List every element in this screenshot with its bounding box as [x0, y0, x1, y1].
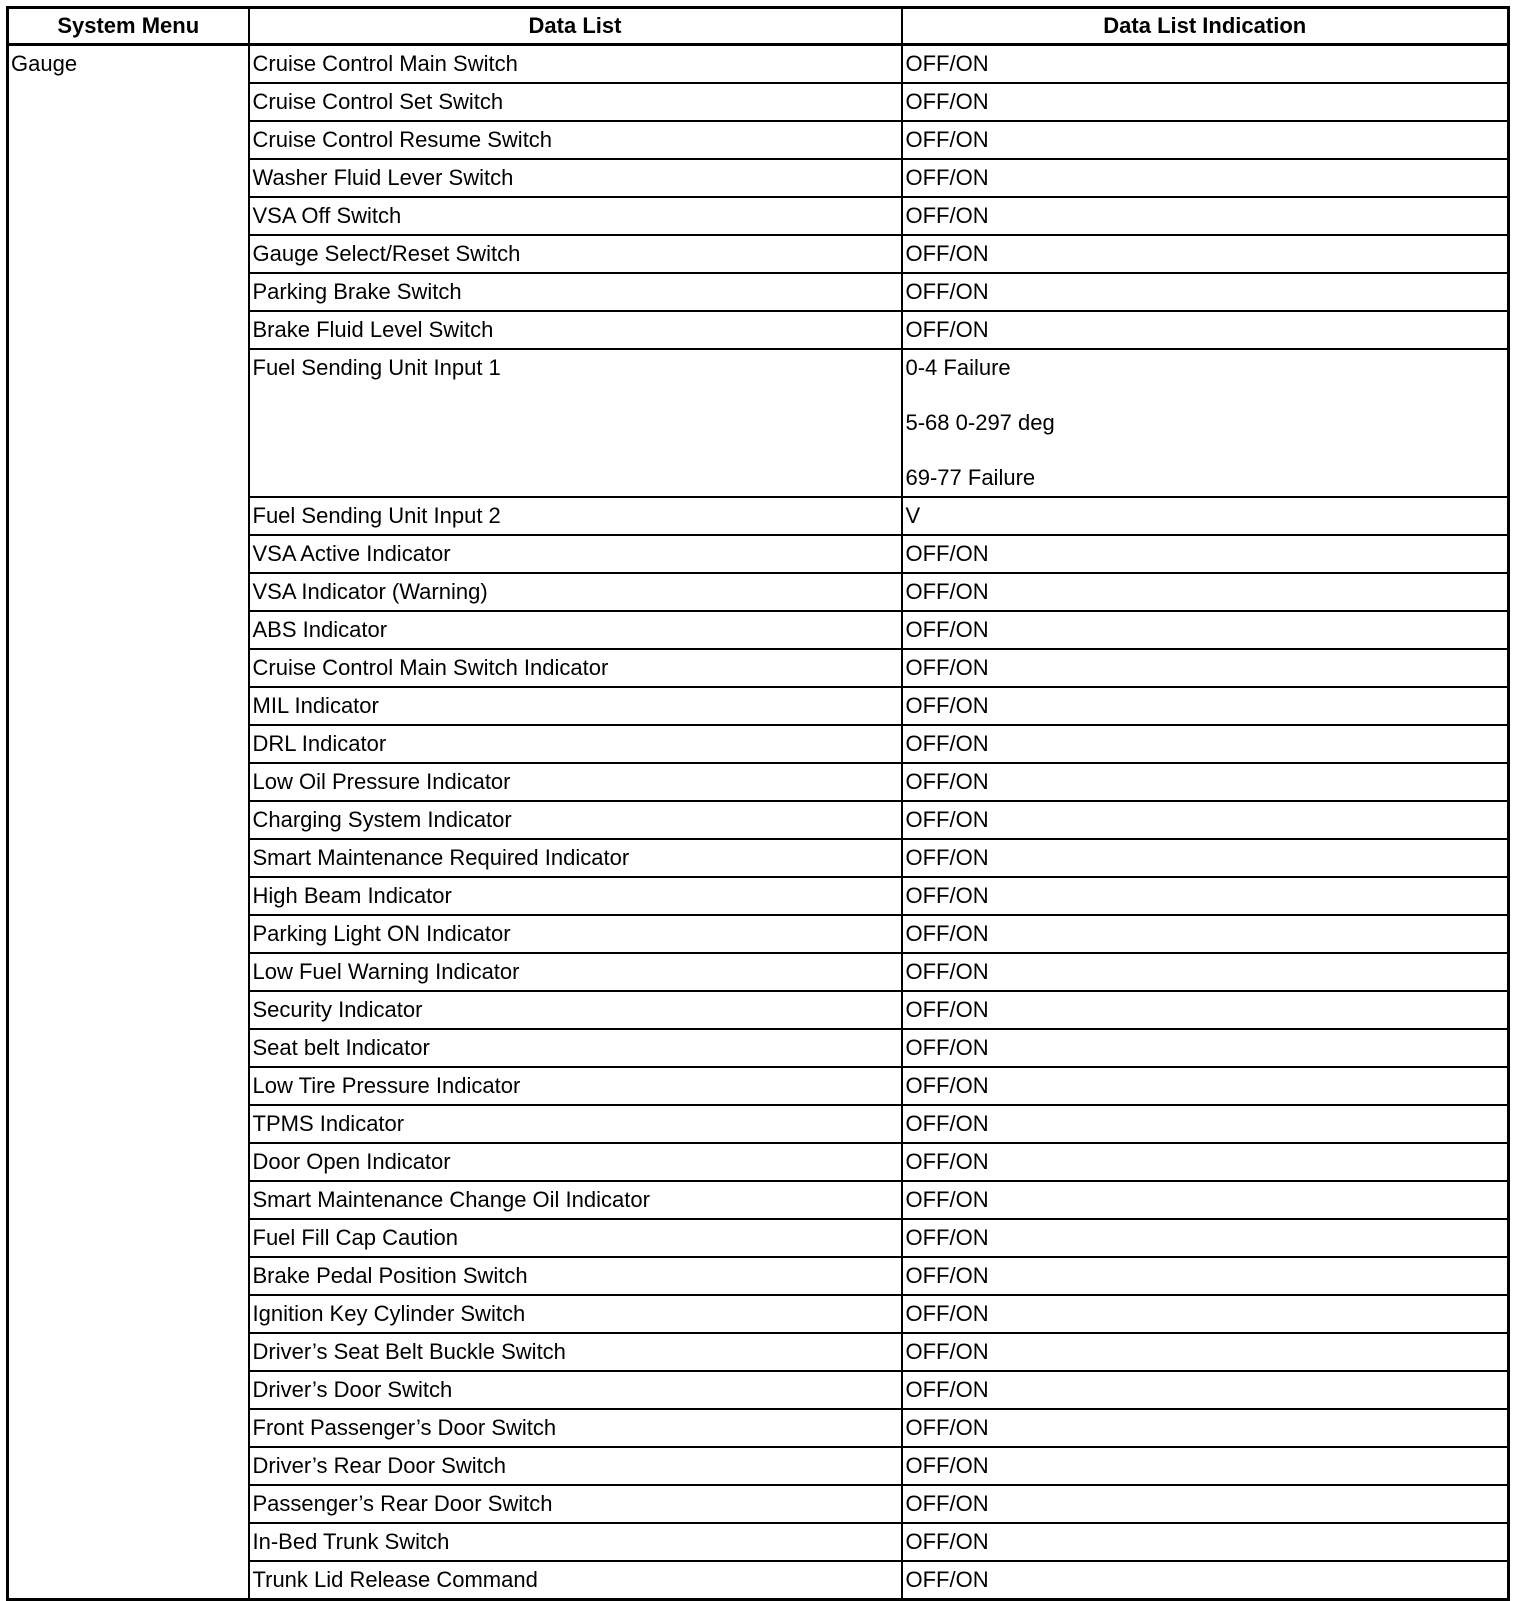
data-list-indication: V [902, 497, 1509, 535]
data-list-indication: OFF/ON [902, 1257, 1509, 1295]
data-list-item: Fuel Sending Unit Input 1 [249, 349, 902, 497]
data-list-item: Seat belt Indicator [249, 1029, 902, 1067]
data-list-item: VSA Off Switch [249, 197, 902, 235]
data-list-item: Washer Fluid Lever Switch [249, 159, 902, 197]
data-list-indication: OFF/ON [902, 763, 1509, 801]
data-list-indication: OFF/ON [902, 1143, 1509, 1181]
data-list-item: In-Bed Trunk Switch [249, 1523, 902, 1561]
data-list-item: Driver’s Door Switch [249, 1371, 902, 1409]
gauge-data-list-table [6, 6, 1510, 1601]
data-list-item: Parking Light ON Indicator [249, 915, 902, 953]
data-list-item: TPMS Indicator [249, 1105, 902, 1143]
data-list-indication: OFF/ON [902, 1029, 1509, 1067]
data-list-indication: OFF/ON [902, 45, 1509, 84]
data-list-item: Low Fuel Warning Indicator [249, 953, 902, 991]
data-list-item: Driver’s Rear Door Switch [249, 1447, 902, 1485]
data-list-indication: OFF/ON [902, 1485, 1509, 1523]
data-list-indication: OFF/ON [902, 953, 1509, 991]
data-list-item: VSA Active Indicator [249, 535, 902, 573]
data-list-item: MIL Indicator [249, 687, 902, 725]
data-list-indication [902, 349, 1509, 497]
data-list-indication: OFF/ON [902, 121, 1509, 159]
data-list-indication: OFF/ON [902, 311, 1509, 349]
data-list-item: Gauge Select/Reset Switch [249, 235, 902, 273]
data-list-item: ABS Indicator [249, 611, 902, 649]
data-list-indication: OFF/ON [902, 839, 1509, 877]
data-list-indication: OFF/ON [902, 1181, 1509, 1219]
data-list-item: Parking Brake Switch [249, 273, 902, 311]
system-menu-cell: Gauge [8, 45, 249, 1600]
data-list-indication: OFF/ON [902, 1523, 1509, 1561]
data-list-item: Brake Fluid Level Switch [249, 311, 902, 349]
data-list-item: Smart Maintenance Required Indicator [249, 839, 902, 877]
data-list-item: Low Oil Pressure Indicator [249, 763, 902, 801]
data-list-item: Front Passenger’s Door Switch [249, 1409, 902, 1447]
data-list-indication: OFF/ON [902, 1447, 1509, 1485]
data-list-indication: OFF/ON [902, 1333, 1509, 1371]
data-list-indication: OFF/ON [902, 1219, 1509, 1257]
data-list-item: Door Open Indicator [249, 1143, 902, 1181]
header-data-list-indication: Data List Indication [902, 8, 1509, 45]
data-list-indication: OFF/ON [902, 159, 1509, 197]
data-list-item: DRL Indicator [249, 725, 902, 763]
data-list-indication: OFF/ON [902, 1295, 1509, 1333]
data-list-indication: OFF/ON [902, 687, 1509, 725]
data-list-indication: OFF/ON [902, 1561, 1509, 1600]
data-list-indication: OFF/ON [902, 611, 1509, 649]
data-list-item: Security Indicator [249, 991, 902, 1029]
indication-line: 0-4 Failure [905, 355, 1011, 380]
data-list-indication: OFF/ON [902, 1409, 1509, 1447]
indication-line: 5-68 0-297 deg [905, 410, 1055, 435]
data-list-item: Cruise Control Resume Switch [249, 121, 902, 159]
data-list-indication: OFF/ON [902, 877, 1509, 915]
data-list-indication: OFF/ON [902, 1067, 1509, 1105]
data-list-item: Ignition Key Cylinder Switch [249, 1295, 902, 1333]
data-list-indication: OFF/ON [902, 991, 1509, 1029]
data-list-indication: OFF/ON [902, 573, 1509, 611]
data-list-item: Charging System Indicator [249, 801, 902, 839]
data-list-item: Brake Pedal Position Switch [249, 1257, 902, 1295]
data-list-indication: OFF/ON [902, 725, 1509, 763]
data-list-item: Cruise Control Main Switch Indicator [249, 649, 902, 687]
data-list-indication: OFF/ON [902, 273, 1509, 311]
data-list-item: Trunk Lid Release Command [249, 1561, 902, 1600]
data-list-indication: OFF/ON [902, 1371, 1509, 1409]
data-list-item: Fuel Sending Unit Input 2 [249, 497, 902, 535]
data-list-indication: OFF/ON [902, 235, 1509, 273]
data-list-indication: OFF/ON [902, 1105, 1509, 1143]
header-system-menu: System Menu [8, 8, 249, 45]
data-list-item: High Beam Indicator [249, 877, 902, 915]
data-list-item: Cruise Control Set Switch [249, 83, 902, 121]
data-list-item: VSA Indicator (Warning) [249, 573, 902, 611]
header-data-list: Data List [249, 8, 902, 45]
header-row [8, 8, 1509, 45]
data-list-item: Low Tire Pressure Indicator [249, 1067, 902, 1105]
data-list-indication: OFF/ON [902, 83, 1509, 121]
data-list-item: Fuel Fill Cap Caution [249, 1219, 902, 1257]
data-list-item: Driver’s Seat Belt Buckle Switch [249, 1333, 902, 1371]
data-list-item: Smart Maintenance Change Oil Indicator [249, 1181, 902, 1219]
data-list-indication: OFF/ON [902, 197, 1509, 235]
data-list-item: Passenger’s Rear Door Switch [249, 1485, 902, 1523]
data-list-indication: OFF/ON [902, 535, 1509, 573]
table-row [8, 45, 1509, 84]
data-list-indication: OFF/ON [902, 649, 1509, 687]
data-list-item: Cruise Control Main Switch [249, 45, 902, 84]
data-list-indication: OFF/ON [902, 801, 1509, 839]
indication-line: 69-77 Failure [905, 465, 1036, 490]
data-list-indication: OFF/ON [902, 915, 1509, 953]
